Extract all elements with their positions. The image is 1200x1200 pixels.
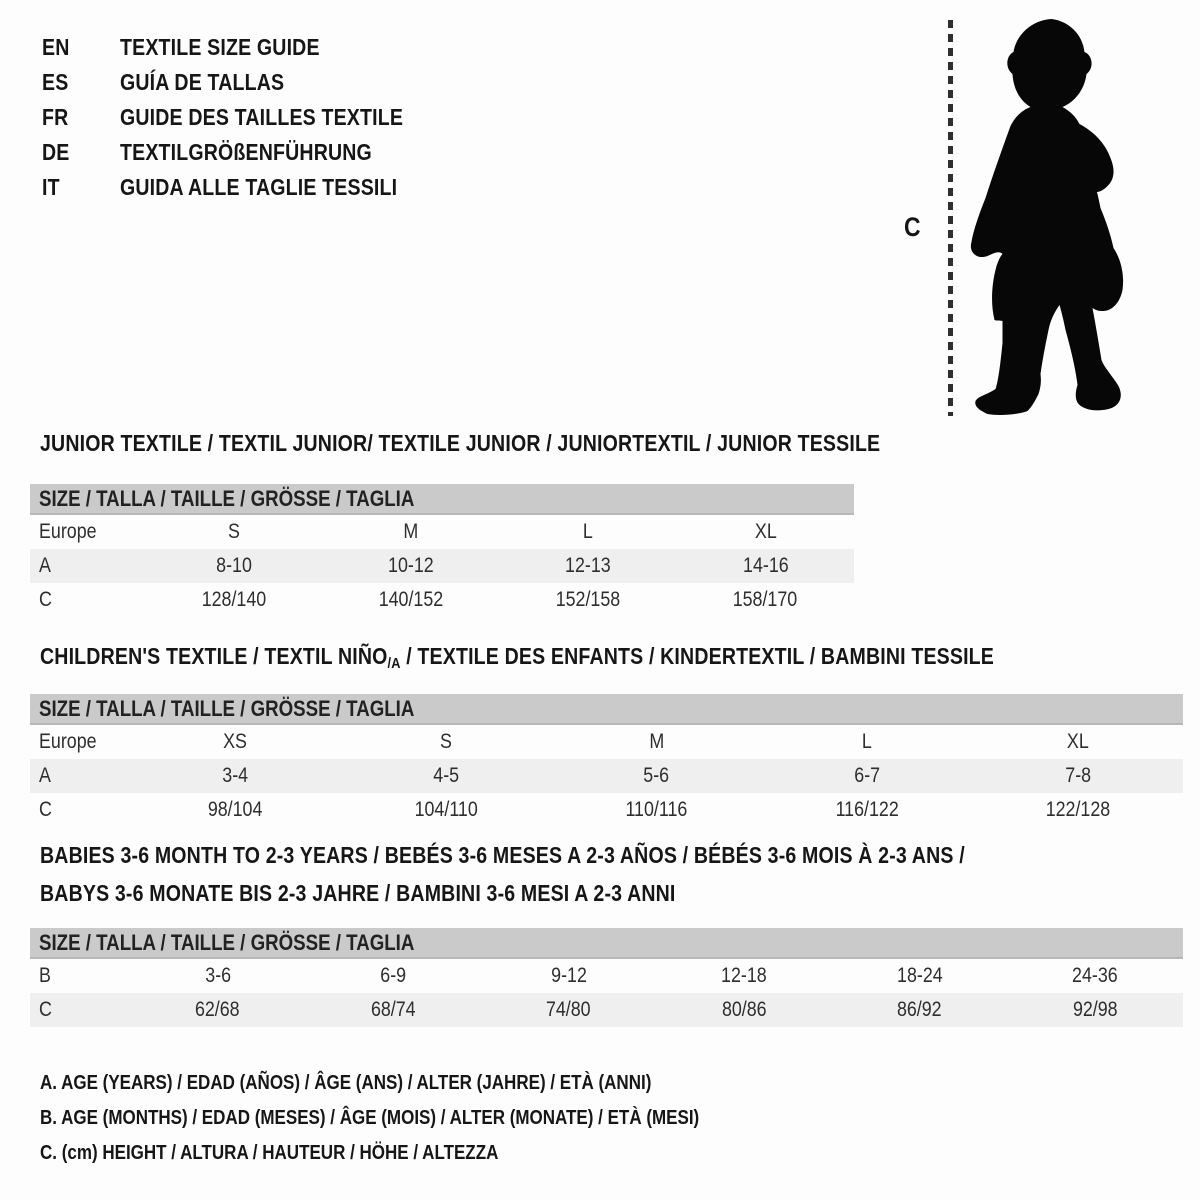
lang-label-fr: GUIDE DES TAILLES TEXTILE (120, 104, 404, 130)
size-cell: XL (1066, 730, 1089, 753)
toddler-silhouette-icon (960, 8, 1140, 418)
row-label: A (39, 764, 51, 787)
value-cell: 10-12 (388, 554, 434, 577)
value-cell: 5-6 (643, 764, 670, 787)
legend-line-a: A. AGE (YEARS) / EDAD (AÑOS) / ÂGE (ANS) / ALTER (JAHRE) / ETÀ (ANNI) (40, 1072, 652, 1094)
table-row (30, 725, 1183, 759)
children-section-title: CHILDREN'S TEXTILE / TEXTIL $NIÑO_{/A}$ / TEXTILE DES ENFANTS / KINDERTEXTIL / BAMBINI TESSILE (40, 643, 995, 672)
row-label: A (39, 554, 51, 577)
lang-code-de: DE (42, 139, 70, 165)
table-row (30, 959, 1183, 993)
value-cell: 3-6 (204, 964, 231, 987)
lang-label-es: GUÍA DE TALLAS (120, 69, 285, 95)
region-cell: Europe (39, 520, 97, 543)
language-header (42, 30, 453, 205)
babies-size-table (30, 928, 1183, 1027)
value-cell: 6-9 (380, 964, 407, 987)
value-cell: 18-24 (896, 964, 943, 987)
value-cell: 3-4 (222, 764, 249, 787)
value-cell: 68/74 (370, 998, 416, 1021)
lang-label-it: GUIDA ALLE TAGLIE TESSILI (120, 174, 398, 200)
region-cell: Europe (39, 730, 97, 753)
size-cell: M (403, 520, 419, 543)
value-cell: 80/86 (721, 998, 767, 1021)
value-cell: 24-36 (1072, 964, 1119, 987)
value-cell: 86/92 (897, 998, 943, 1021)
lang-row-en (42, 30, 453, 65)
table-row (30, 515, 854, 549)
value-cell: 7-8 (1064, 764, 1091, 787)
value-cell: 8-10 (215, 554, 252, 577)
table-row (30, 793, 1183, 827)
height-dashed-line (948, 20, 953, 416)
junior-section-title: JUNIOR TEXTILE / TEXTIL JUNIOR/ TEXTILE JUNIOR / JUNIORTEXTIL / JUNIOR TESSILE (40, 430, 881, 456)
value-cell: 98/104 (207, 798, 263, 821)
value-cell: 152/158 (555, 588, 621, 611)
value-cell: 62/68 (195, 998, 241, 1021)
lang-row-de (42, 135, 453, 170)
children-size-header-bar (30, 694, 1183, 725)
row-label: C (39, 798, 52, 821)
legend-line-c: C. (cm) HEIGHT / ALTURA / HAUTEUR / HÖHE / ALTEZZA (40, 1142, 499, 1164)
size-header-text: SIZE / TALLA / TAILLE / GRÖSSE / TAGLIA (39, 695, 415, 721)
value-cell: 12-13 (565, 554, 611, 577)
children-size-table (30, 694, 1183, 827)
size-cell: L (862, 730, 873, 753)
lang-code-it: IT (42, 174, 60, 200)
value-cell: 128/140 (201, 588, 266, 611)
babies-size-header-bar (30, 928, 1183, 959)
value-cell: 4-5 (432, 764, 459, 787)
lang-row-fr (42, 100, 453, 135)
value-cell: 110/116 (625, 798, 688, 821)
value-cell: 140/152 (378, 588, 444, 611)
table-row (30, 583, 854, 617)
size-cell: XS (223, 730, 248, 753)
size-cell: S (439, 730, 452, 753)
row-label: C (39, 998, 52, 1021)
value-cell: 74/80 (546, 998, 592, 1021)
row-label: B (39, 964, 51, 987)
babies-section-title-line2: BABYS 3-6 MONATE BIS 2-3 JAHRE / BAMBINI 3-6 MESI A 2-3 ANNI (40, 880, 676, 906)
lang-code-es: ES (42, 69, 69, 95)
value-cell: 122/128 (1045, 798, 1110, 821)
lang-label-de: TEXTILGRÖßENFÜHRUNG (120, 139, 372, 165)
value-cell: 104/110 (414, 798, 478, 821)
junior-size-header-bar (30, 484, 854, 515)
lang-code-fr: FR (42, 104, 69, 130)
table-row (30, 993, 1183, 1027)
nino-a-subscript: /A (387, 655, 401, 672)
value-cell: 12-18 (721, 964, 768, 987)
row-label: C (39, 588, 52, 611)
size-header-text: SIZE / TALLA / TAILLE / GRÖSSE / TAGLIA (39, 485, 415, 511)
lang-label-en: TEXTILE SIZE GUIDE (120, 34, 320, 60)
value-cell: 92/98 (1072, 998, 1118, 1021)
legend-line-b: B. AGE (MONTHS) / EDAD (MESES) / ÂGE (MOIS) / ALTER (MONATE) / ETÀ (MESI) (40, 1107, 700, 1129)
size-header-text: SIZE / TALLA / TAILLE / GRÖSSE / TAGLIA (39, 929, 415, 955)
value-cell: 6-7 (854, 764, 880, 787)
lang-row-es (42, 65, 453, 100)
size-cell: L (583, 520, 594, 543)
value-cell: 14-16 (742, 554, 789, 577)
table-row (30, 549, 854, 583)
value-cell: 116/122 (835, 798, 899, 821)
height-measure-label: C (904, 212, 921, 242)
value-cell: 9-12 (550, 964, 587, 987)
measure-legend (40, 1066, 816, 1171)
junior-size-table (30, 484, 854, 617)
size-cell: S (227, 520, 240, 543)
size-cell: M (649, 730, 664, 753)
lang-row-it (42, 170, 453, 205)
babies-section-title-line1: BABIES 3-6 MONTH TO 2-3 YEARS / BEBÉS 3-6 MESES A 2-3 AÑOS / BÉBÉS 3-6 MOIS À 2-3 ANS / (40, 842, 965, 868)
size-cell: XL (754, 520, 777, 543)
table-row (30, 759, 1183, 793)
value-cell: 158/170 (733, 588, 798, 611)
lang-code-en: EN (42, 34, 70, 60)
